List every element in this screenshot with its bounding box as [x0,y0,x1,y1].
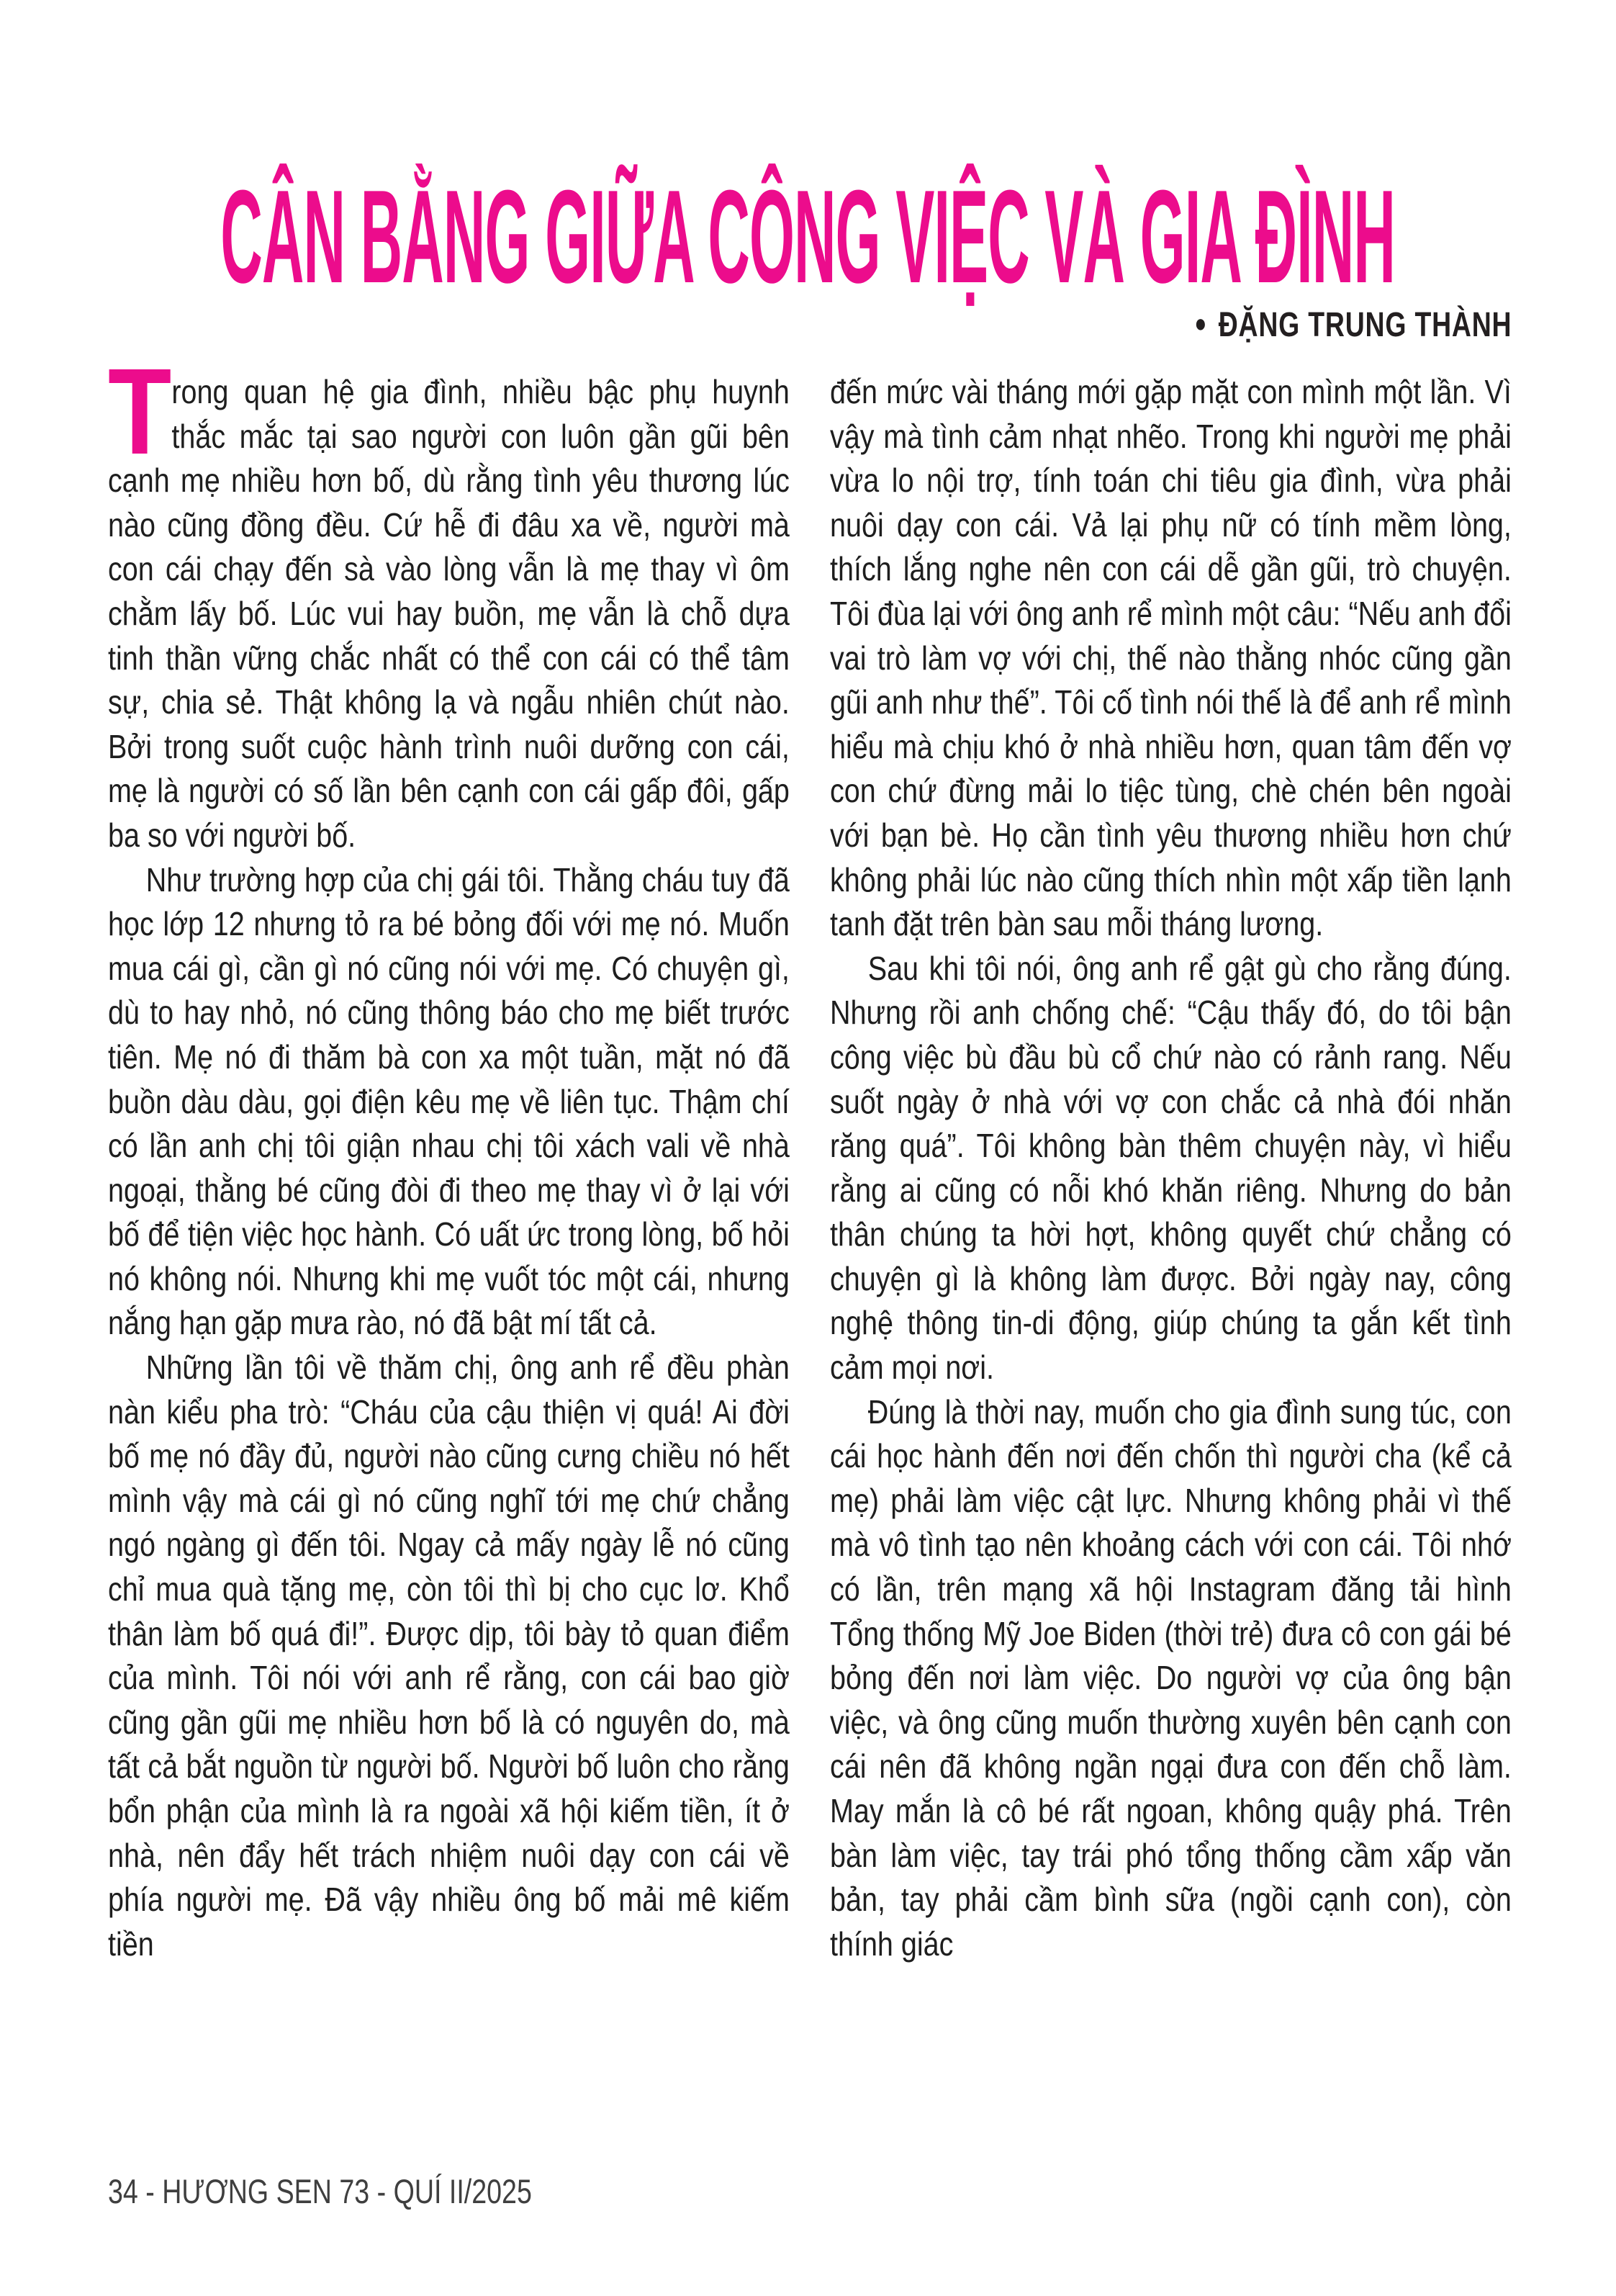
title-container [0,162,1616,310]
column-left [108,343,790,1966]
paragraph: Đúng là thời nay, muốn cho gia đình sung túc, con cái học hành đến nơi đến chốn thì người cha (kể cả mẹ) phải làm việc cật lực. Nhưng không phải vì thế mà vô tình tạo nên khoảng cách với con cái. Tôi nhớ có lần, trên mạng xã hội Instagram đăng tải hình Tổng thống Mỹ Joe Biden (thời trẻ) đưa cô con gái bé bỏng đến nơi làm việc. Do người vợ của ông bận việc, và ông cũng muốn thường xuyên bên cạnh con cái nên đã không ngần ngại đưa con đến chỗ làm. May mắn là cô bé rất ngoan, không quậy phá. Trên bàn làm việc, tay trái phó tổng thống cầm xấp văn bản, tay phải cầm bình sữa (ngồi cạnh con), còn thính giác [830,1392,1512,1963]
paragraph: Như trường hợp của chị gái tôi. Thằng cháu tuy đã học lớp 12 nhưng tỏ ra bé bỏng đối với mẹ nó. Muốn mua cái gì, cần gì nó cũng nói với mẹ. Có chuyện gì, dù to hay nhỏ, nó cũng thông báo cho mẹ biết trước tiên. Mẹ nó đi thăm bà con xa một tuần, mặt nó đã buồn dàu dàu, gọi điện kêu mẹ về liên tục. Thậm chí có lần anh chị tôi giận nhau chị tôi xách vali về nhà ngoại, thằng bé cũng đòi đi theo mẹ thay vì ở lại với bố để tiện việc học hành. Có uất ức trong lòng, bố hỏi nó không nói. Nhưng khi mẹ vuốt tóc một cái, nhưng nắng hạn gặp mưa rào, nó đã bật mí tất cả. [108,860,790,1342]
byline [1105,305,1512,345]
paragraph: đến mức vài tháng mới gặp mặt con mình một lần. Vì vậy mà tình cảm nhạt nhẽo. Trong khi người mẹ phải vừa lo nội trợ, tính toán chi tiêu gia đình, vừa phải nuôi dạy con cái. Vả lại phụ nữ có tính mềm lòng, thích lắng nghe nên con cái dễ gần gũi, trò chuyện. Tôi đùa lại với ông anh rể mình một câu: “Nếu anh đổi vai trò làm vợ với chị, thế nào thằng nhóc cũng gần gũi anh như thế”. Tôi cố tình nói thế là để anh rể mình hiểu mà chịu khó ở nhà nhiều hơn, quan tâm đến vợ con chứ đừng mải lo tiệc tùng, chè chén bên ngoài với bạn bè. Họ cần tình yêu thương nhiều hơn chứ không phải lúc nào cũng thích nhìn một xấp tiền lạnh tanh đặt trên bàn sau mỗi tháng lương. [830,373,1512,943]
column-right-text [830,370,1512,1966]
article-body [108,343,1512,1966]
footer-page-info: 34 - HƯƠNG SEN 73 - QUÍ II/2025 [108,2172,532,2210]
page-title: CÂN BẰNG GIỮA CÔNG VIỆC VÀ GIA ĐÌNH [220,162,1396,310]
author-name: ĐẶNG TRUNG THÀNH [1218,306,1512,344]
column-right [830,370,1512,1966]
paragraph: Sau khi tôi nói, ông anh rể gật gù cho rằng đúng. Nhưng rồi anh chống chế: “Cậu thấy đó, do tôi bận công việc bù đầu bù cổ chứ nào có rảnh rang. Nếu suốt ngày ở nhà với vợ con chắc cả nhà đói nhăn răng quá”. Tôi không bàn thêm chuyện này, vì hiểu rằng ai cũng có nỗi khó khăn riêng. Nhưng do bản thân chúng ta hời hợt, không quyết chứ chẳng có chuyện gì là không làm được. Bởi ngày nay, công nghệ thông tin-di động, giúp chúng ta gắn kết tình cảm mọi nơi. [830,949,1512,1387]
bullet-icon: ● [1194,308,1207,338]
author-line [1194,305,1512,345]
paragraph-text: rong quan hệ gia đình, nhiều bậc phụ huynh thắc mắc tại sao người con luôn gần gũi bên cạnh mẹ nhiều hơn bố, dù rằng tình yêu thương lúc nào cũng đồng đều. Cứ hễ đi đâu xa về, người mà con cái chạy đến sà vào lòng vẫn là mẹ thay vì ôm chằm lấy bố. Lúc vui hay buồn, mẹ vẫn là chỗ dựa tinh thần vững chắc nhất có thể con cái có thể tâm sự, chia sẻ. Thật không lạ và ngẫu nhiên chút nào. Bởi trong suốt cuộc hành trình nuôi dưỡng con cái, mẹ là người có số lần bên cạnh con cái gấp đôi, gấp ba so với người bố. [108,373,790,854]
column-left-text [108,343,790,1966]
paragraph: Những lần tôi về thăm chị, ông anh rể đều phàn nàn kiểu pha trò: “Cháu của cậu thiện vị quá! Ai đời bố mẹ nó đầy đủ, người nào cũng cưng chiều nó hết mình vậy mà cái gì nó cũng nghĩ tới mẹ chứ chẳng ngó ngàng gì đến tôi. Ngay cả mấy ngày lễ nó cũng chỉ mua quà tặng mẹ, còn tôi thì bị cho cục lơ. Khổ thân làm bố quá đi!”. Được dịp, tôi bày tỏ quan điểm của mình. Tôi nói với anh rể rằng, con cái bao giờ cũng gần gũi mẹ nhiều hơn bố là có nguyên do, mà tất cả bắt nguồn từ người bố. Người bố luôn cho rằng bổn phận của mình là ra ngoài xã hội kiếm tiền, ít ở nhà, nên đẩy hết trách nhiệm nuôi dạy con cái về phía người mẹ. Đã vậy nhiều ông bố mải mê kiếm tiền [108,1349,790,1963]
paragraph [108,343,790,858]
dropcap-letter: T [108,343,172,480]
